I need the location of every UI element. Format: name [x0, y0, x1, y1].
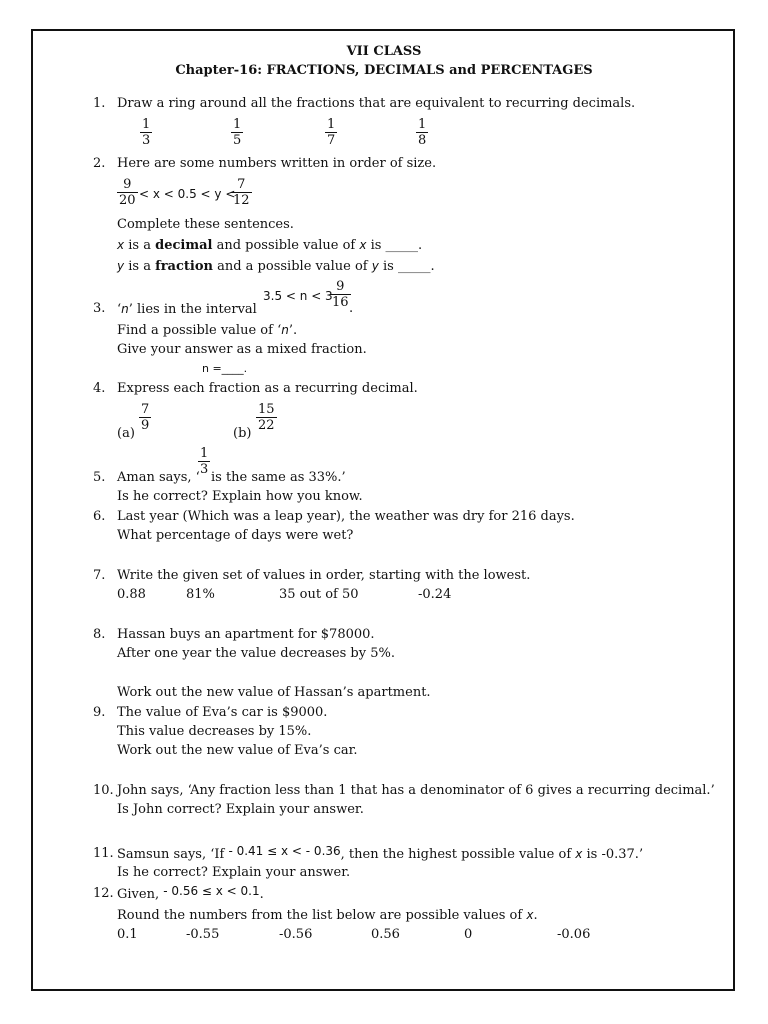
q3-number: 3. [93, 301, 106, 316]
q7-value-3: 35 out of 50 [279, 587, 359, 602]
q1-number: 1. [93, 96, 106, 111]
chapter-title: Chapter-16: FRACTIONS, DECIMALS and PERCENTAGES [175, 63, 593, 78]
q2-text: Here are some numbers written in order of size. [117, 156, 437, 171]
q6-number: 6. [93, 509, 106, 524]
q9-line-1: This value decreases by 15%. [117, 724, 312, 739]
q1-fraction-1: 1 3 [142, 117, 151, 148]
q3-instruction-2: Give your answer as a mixed fraction. [117, 342, 367, 357]
q7-number: 7. [93, 568, 106, 583]
q1-fraction-3: 1 7 [327, 117, 336, 148]
q5-text-a: Aman says, ‘ [117, 470, 200, 485]
q6-instruction: What percentage of days were wet? [117, 528, 354, 543]
q8-line-2: Work out the new value of Hassan’s apartment. [117, 685, 431, 700]
q2-sentence-x: x is a decimal and possible value of x is _____. [117, 238, 423, 253]
q1-text: Draw a ring around all the fractions that are equivalent to recurring decimals. [117, 96, 636, 111]
q4-number: 4. [93, 381, 106, 396]
q2-instruction: Complete these sentences. [117, 217, 294, 232]
q2-fraction-right: 7 12 [233, 177, 250, 208]
q4-fraction-a: 7 9 [141, 402, 150, 433]
q5-instruction: Is he correct? Explain how you know. [117, 489, 363, 504]
q2-sentence-y: y is a fraction and a possible value of y is _____. [117, 259, 435, 274]
q12-value-6: -0.06 [557, 927, 591, 942]
q9-line-2: Work out the new value of Eva’s car. [117, 743, 358, 758]
q7-value-1: 0.88 [117, 587, 146, 602]
q2-fraction-left: 9 20 [119, 177, 136, 208]
q12-text: Given, - 0.56 ≤ x < 0.1. [117, 884, 264, 902]
q9-number: 9. [93, 705, 106, 720]
q12-value-4: 0.56 [371, 927, 400, 942]
q11-number: 11. [93, 846, 114, 861]
q12-value-3: -0.56 [279, 927, 313, 942]
q10-number: 10. [93, 783, 114, 798]
q4-text: Express each fraction as a recurring decimal. [117, 381, 418, 396]
q5-text-b: is the same as 33%.’ [211, 470, 346, 485]
q12-value-2: -0.55 [186, 927, 220, 942]
q4-label-b: (b) [233, 426, 252, 441]
q1-fraction-2: 1 5 [233, 117, 242, 148]
q8-text: Hassan buys an apartment for $78000. [117, 627, 375, 642]
q5-fraction: 1 3 [200, 446, 209, 477]
q7-value-2: 81% [186, 587, 215, 602]
q3-instruction: Find a possible value of ‘n’. [117, 323, 298, 338]
class-title: VII CLASS [346, 44, 422, 59]
q3-fraction: 9 16 [332, 279, 349, 310]
q2-inequality: < x < 0.5 < y < [139, 187, 236, 201]
q1-fraction-4: 1 8 [418, 117, 427, 148]
q3-text: ‘n’ lies in the interval [117, 302, 257, 317]
q11-text: Samsun says, ‘If - 0.41 ≤ x < - 0.36, then the highest possible value of x is -0.37.’ [117, 844, 644, 862]
q5-number: 5. [93, 470, 106, 485]
q8-number: 8. [93, 627, 106, 642]
q3-inequality: 3.5 < n < 3 [263, 289, 333, 303]
q4-fraction-b: 15 22 [258, 402, 275, 433]
q6-text: Last year (Which was a leap year), the weather was dry for 216 days. [117, 509, 575, 524]
q12-value-1: 0.1 [117, 927, 138, 942]
q8-line-1: After one year the value decreases by 5%. [117, 646, 395, 661]
q12-number: 12. [93, 886, 114, 901]
q3-period: . [349, 301, 354, 316]
q2-number: 2. [93, 156, 106, 171]
q12-value-5: 0 [464, 927, 473, 942]
q11-line-1: Is he correct? Explain your answer. [117, 865, 351, 880]
q7-text: Write the given set of values in order, starting with the lowest. [117, 568, 531, 583]
q7-value-4: -0.24 [418, 587, 452, 602]
q4-label-a: (a) [117, 426, 135, 441]
q12-line-1: Round the numbers from the list below are possible values of x. [117, 908, 538, 923]
q9-text: The value of Eva’s car is $9000. [117, 705, 328, 720]
q3-answer-line: n =____. [202, 362, 248, 375]
q10-text: John says, ‘Any fraction less than 1 that has a denominator of 6 gives a recurring decimal.’ [117, 783, 715, 798]
q10-line-1: Is John correct? Explain your answer. [117, 802, 364, 817]
